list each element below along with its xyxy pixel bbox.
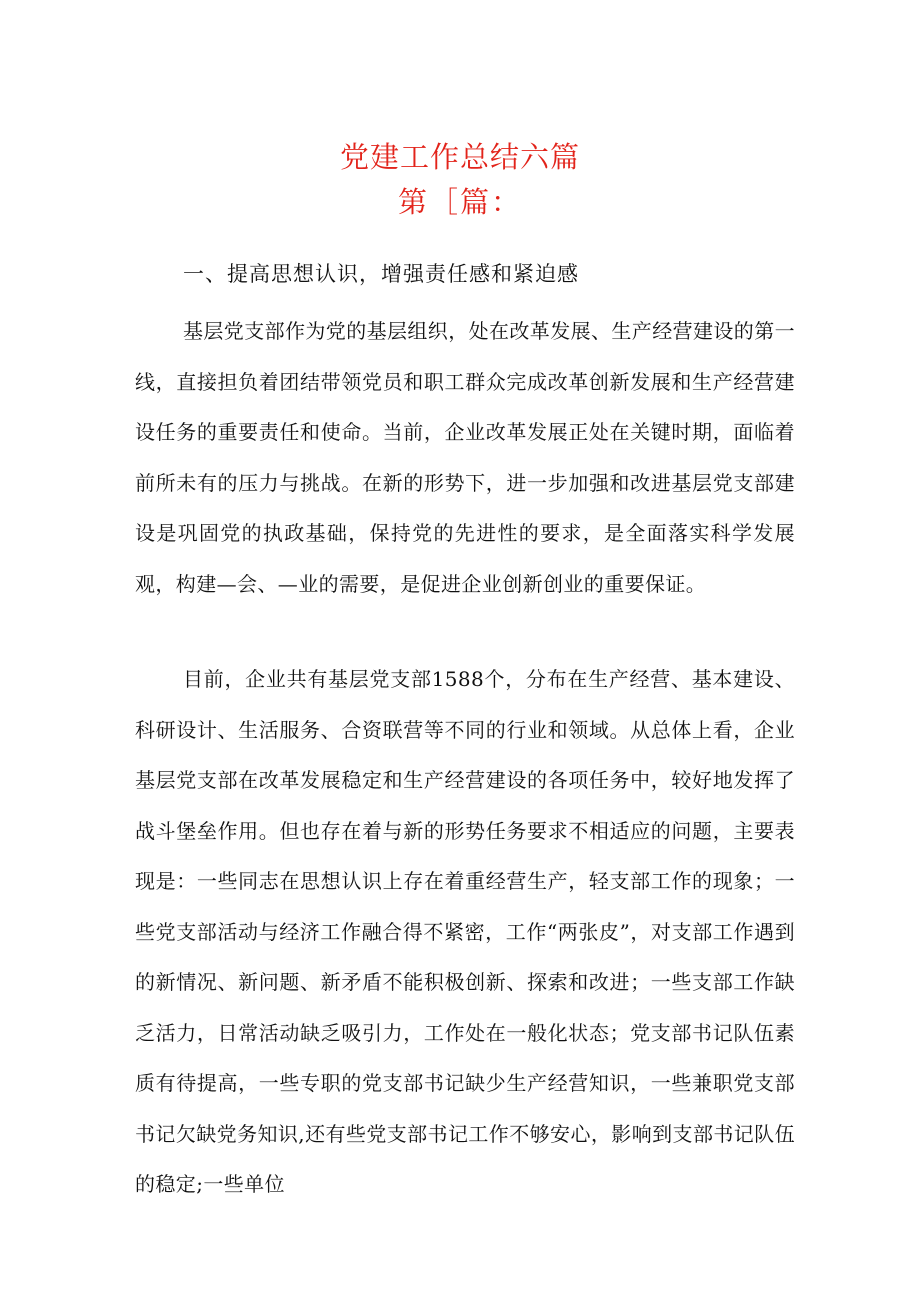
document-subtitle: 第［篇： bbox=[397, 185, 522, 219]
section-heading: 一、提高思想认识，增强责任感和紧迫感 bbox=[183, 262, 579, 286]
body-paragraph: 基层党支部作为党的基层组织，处在改革发展、生产经营建设的第一线，直接担负着团结带领党员和职工群众完成改革创新发展和生产经营建设任务的重要责任和使命。当前，企业改革发展正处在关键时期，面临着前所未有的压力与挑战。在新的形势下，进一步加强和改进基层党支部建设是巩固党的执政基础，保持党的先进性的要求，是全面落实科学发展观，构建—会、—业的需要，是促进企业创新创业的重要保证。 bbox=[135, 319, 795, 596]
document-title: 党建工作总结六篇 bbox=[339, 140, 580, 175]
body-paragraph: 目前，企业共有基层党支部1588个，分布在生产经营、基本建设、科研设计、生活服务、合资联营等不同的行业和领域。从总体上看，企业基层党支部在改革发展稳定和生产经营建设的各项任务中，较好地发挥了战斗堡垒作用。但也存在着与新的形势任务要求不相适应的问题，主要表现是：一些同志在思想认识上存在着重经营生产，轻支部工作的现象；一些党支部活动与经济工作融合得不紧密，工作“两张皮”，对支部工作遇到的新情况、新问题、新矛盾不能积极创新、探索和改进；一些支部工作缺乏活力，日常活动缺乏吸引力，工作处在一般化状态；党支部书记队伍素质有待提高，一些专职的党支部书记缺少生产经营知识，一些兼职党支部书记欠缺党务知识,还有些党支部书记工作不够安心，影响到支部书记队伍的稳定;一些单位 bbox=[135, 667, 795, 1196]
